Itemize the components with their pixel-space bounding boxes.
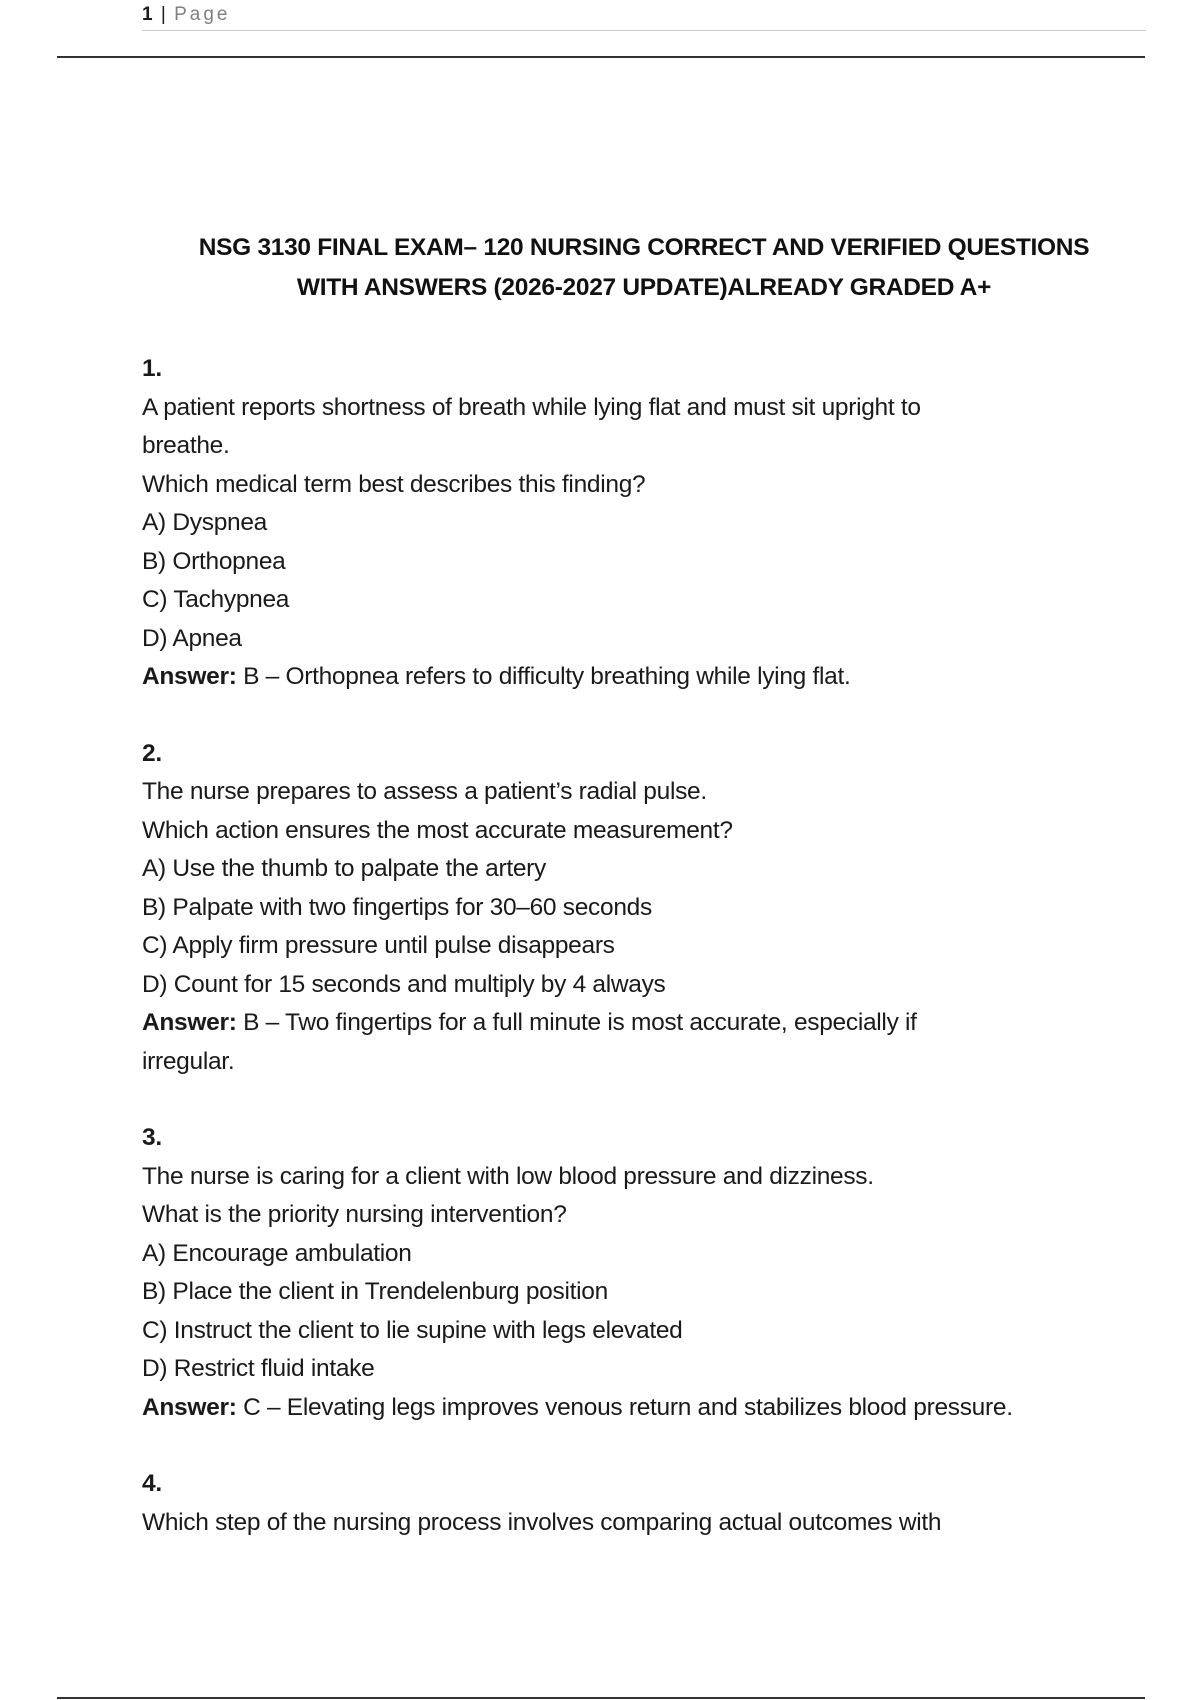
footer-divider <box>57 1697 1145 1699</box>
answer-line <box>142 1004 1146 1043</box>
question-number: 1. <box>142 355 162 382</box>
answer-option: D) Apnea <box>142 624 242 652</box>
document-title <box>142 228 1146 308</box>
answer-option: A) Dyspnea <box>142 509 268 536</box>
answer-label: Answer: <box>142 1009 237 1036</box>
question-stem-line: The nurse prepares to assess a patient’s radial pulse. <box>142 778 707 805</box>
question-stem-line: What is the priority nursing intervention? <box>142 1201 567 1228</box>
title-line-2: WITH ANSWERS (2026-2027 UPDATE)ALREADY GRADED A+ <box>296 274 992 301</box>
answer-label: Answer: <box>142 1393 237 1421</box>
answer-text: B – Orthopnea refers to difficulty breathing while lying flat. <box>236 663 851 690</box>
answer-option: C) Apply firm pressure until pulse disappears <box>142 932 615 959</box>
question-stem-line: Which step of the nursing process involves comparing actual outcomes with <box>142 1508 942 1536</box>
question-item <box>142 1119 1146 1427</box>
answer-line <box>142 658 1146 697</box>
question-stem-line: breathe. <box>142 432 230 459</box>
question-stem-line: Which action ensures the most accurate measurement? <box>142 816 733 844</box>
question-item <box>142 1465 1146 1542</box>
answer-option: B) Palpate with two fingertips for 30–60 seconds <box>142 893 652 921</box>
question-number: 2. <box>142 739 162 767</box>
answer-option: A) Encourage ambulation <box>142 1239 412 1267</box>
answer-text-continued: irregular. <box>142 1047 235 1075</box>
answer-option: B) Orthopnea <box>142 547 286 575</box>
question-list <box>142 350 1146 1580</box>
page-number: 1 <box>142 4 153 25</box>
answer-option: C) Instruct the client to lie supine with legs elevated <box>142 1316 683 1344</box>
page-label: Page <box>174 4 231 25</box>
question-stem-line: Which medical term best describes this finding? <box>142 470 646 498</box>
question-stem-line: The nurse is caring for a client with low blood pressure and dizziness. <box>142 1162 874 1190</box>
page-header <box>142 0 1146 31</box>
answer-option: B) Place the client in Trendelenburg position <box>142 1278 608 1305</box>
question-item <box>142 350 1146 697</box>
answer-text: C – Elevating legs improves venous return and stabilizes blood pressure. <box>236 1393 1013 1421</box>
answer-line <box>142 1389 1146 1428</box>
answer-option: D) Count for 15 seconds and multiply by 4 always <box>142 970 666 998</box>
page-separator: | <box>160 4 166 25</box>
title-line-1: NSG 3130 FINAL EXAM– 120 NURSING CORRECT AND VERIFIED QUESTIONS <box>198 234 1090 261</box>
answer-option: D) Restrict fluid intake <box>142 1355 375 1382</box>
header-divider <box>57 56 1145 58</box>
answer-label: Answer: <box>142 663 237 690</box>
answer-option: C) Tachypnea <box>142 586 290 613</box>
question-number: 4. <box>142 1470 162 1497</box>
question-stem-line: A patient reports shortness of breath while lying flat and must sit upright to <box>142 393 921 421</box>
question-number: 3. <box>142 1124 162 1151</box>
answer-text: B – Two fingertips for a full minute is most accurate, especially if <box>236 1009 917 1036</box>
answer-option: A) Use the thumb to palpate the artery <box>142 855 546 882</box>
question-item <box>142 735 1146 1082</box>
